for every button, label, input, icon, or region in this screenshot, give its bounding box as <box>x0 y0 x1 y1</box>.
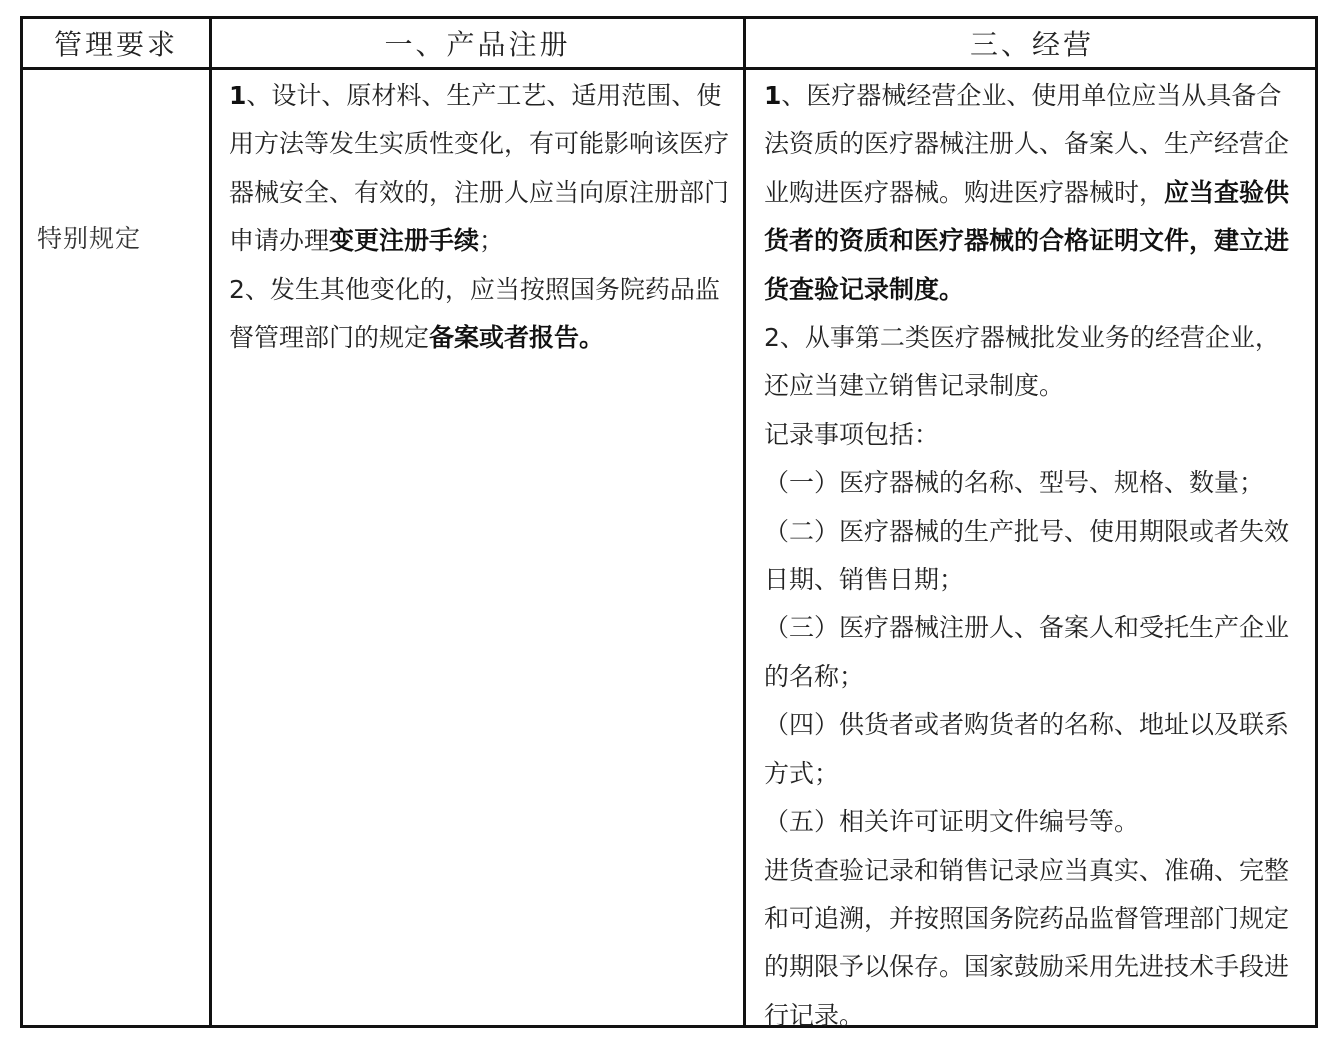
regulation-table <box>20 16 1318 1028</box>
record-item-1: （一）医疗器械的名称、型号、规格、数量； <box>764 468 1265 498</box>
operation-item-2: 2、从事第二类医疗器械批发业务的经营企业，还应当建立销售记录制度。 <box>764 323 1280 401</box>
operation-item-1 <box>764 72 1304 314</box>
operation-item-1-emphasis: 应当查验供货者的资质和医疗器械的合格证明文件，建立进货查验记录制度。 <box>764 177 1290 304</box>
operation-item-1-number: 1 <box>764 81 782 110</box>
record-item-2: （二）医疗器械的生产批号、使用期限或者失效日期、销售日期； <box>764 516 1290 595</box>
registration-item-1 <box>229 72 729 266</box>
registration-item-1-emphasis: 变更注册手续 <box>329 226 480 256</box>
registration-item-2 <box>229 266 729 363</box>
operation-cell <box>746 70 1318 1030</box>
registration-item-2-emphasis: 备案或者报告 <box>429 323 580 353</box>
header-product-registration: 一、产品注册 <box>384 28 571 61</box>
operation-item-1-text: 、医疗器械经营企业、使用单位应当从具备合法资质的医疗器械注册人、备案人、生产经营企业购进医疗器械。购进医疗器械时， <box>764 81 1290 207</box>
registration-item-1-text: 、设计、原材料、生产工艺、适用范围、使用方法等发生实质性变化，有可能影响该医疗器械安全、有效的，注册人应当向原注册部门申请办理 <box>229 81 730 256</box>
header-management-requirement: 管理要求 <box>53 28 178 61</box>
registration-item-1-end: ； <box>479 226 505 256</box>
records-intro: 记录事项包括： <box>764 419 940 449</box>
registration-item-2-end: 。 <box>579 323 605 353</box>
record-item-4: （四）供货者或者购货者的名称、地址以及联系方式； <box>764 710 1290 788</box>
header-operation: 三、经营 <box>969 28 1094 61</box>
row-label-special-provisions: 特别规定 <box>37 224 142 253</box>
registration-item-1-number: 1 <box>229 81 247 110</box>
record-item-3: （三）医疗器械注册人、备案人和受托生产企业的名称； <box>764 613 1290 691</box>
registration-cell <box>212 70 743 1025</box>
registration-item-2-text: 2、发生其他变化的，应当按照国务院药品监督管理部门的规定 <box>229 274 720 353</box>
records-closing: 进货查验记录和销售记录应当真实、准确、完整和可追溯，并按照国务院药品监督管理部门规定的期限予以保存。国家鼓励采用先进技术手段进行记录。 <box>764 855 1290 1030</box>
record-item-5: （五）相关许可证明文件编号等。 <box>764 807 1140 837</box>
